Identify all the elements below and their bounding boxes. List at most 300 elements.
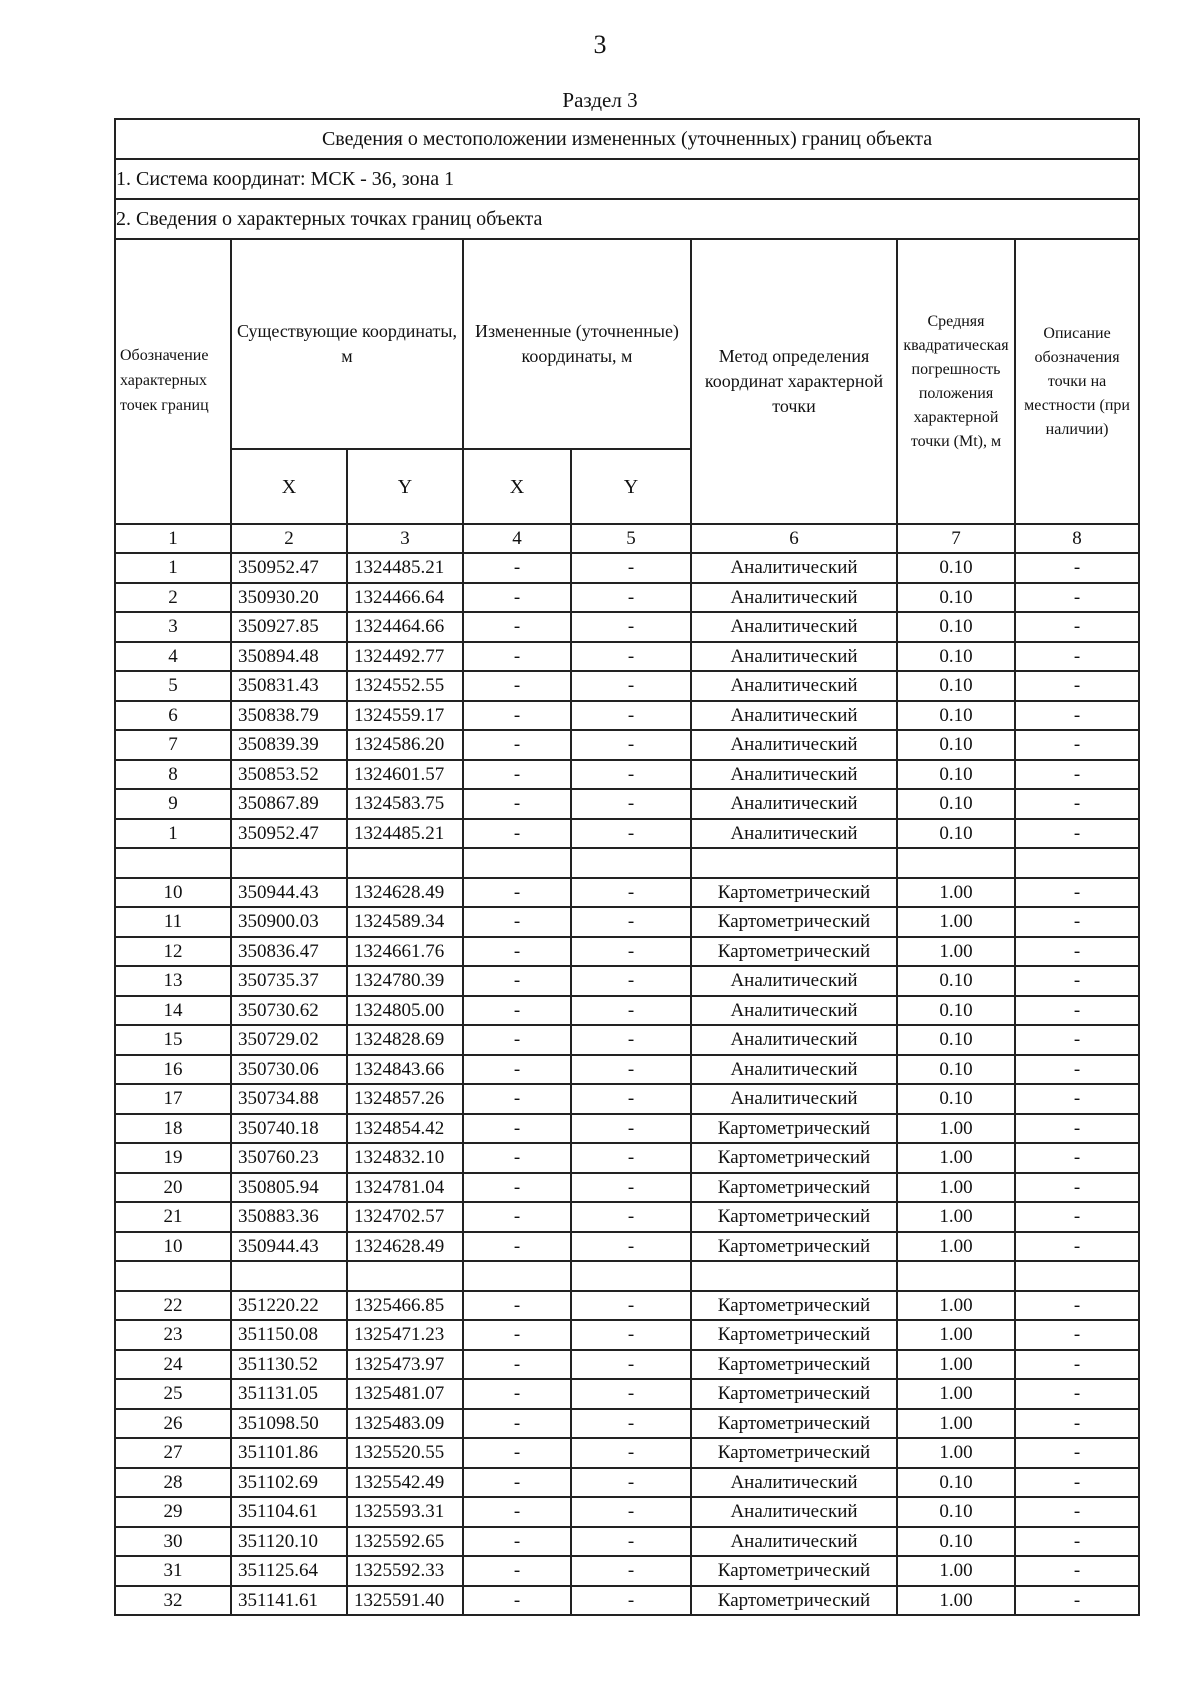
table-row (115, 1055, 1139, 1085)
existing-x: 350944.43 (231, 1232, 347, 1262)
table-row (115, 907, 1139, 937)
method: Картометрический (691, 1232, 897, 1262)
points-info: 2. Сведения о характерных точках границ объекта (115, 199, 1139, 239)
point-id: 11 (115, 907, 231, 937)
changed-y: - (571, 1084, 691, 1114)
description: - (1015, 1143, 1139, 1173)
empty-cell (347, 848, 463, 878)
method: Аналитический (691, 642, 897, 672)
table-row (115, 760, 1139, 790)
empty-cell (691, 848, 897, 878)
column-numbers-row (115, 524, 1139, 553)
point-id: 20 (115, 1173, 231, 1203)
point-id: 1 (115, 819, 231, 849)
existing-x: 351131.05 (231, 1379, 347, 1409)
table-row (115, 1438, 1139, 1468)
mean-error: 0.10 (897, 671, 1015, 701)
existing-x: 351101.86 (231, 1438, 347, 1468)
empty-cell (115, 848, 231, 878)
empty-cell (571, 848, 691, 878)
method: Картометрический (691, 1143, 897, 1173)
changed-x: - (463, 1143, 571, 1173)
description: - (1015, 1202, 1139, 1232)
changed-x: - (463, 701, 571, 731)
method: Картометрический (691, 1202, 897, 1232)
changed-y: - (571, 878, 691, 908)
empty-cell (691, 1261, 897, 1291)
point-id: 9 (115, 789, 231, 819)
point-id: 18 (115, 1114, 231, 1144)
description: - (1015, 1409, 1139, 1439)
empty-cell (115, 1261, 231, 1291)
description: - (1015, 1497, 1139, 1527)
column-number: 8 (1015, 524, 1139, 553)
point-id: 31 (115, 1556, 231, 1586)
description: - (1015, 1379, 1139, 1409)
changed-x: - (463, 1527, 571, 1557)
existing-y: 1325591.40 (347, 1586, 463, 1616)
existing-y: 1325481.07 (347, 1379, 463, 1409)
description: - (1015, 1291, 1139, 1321)
description: - (1015, 1320, 1139, 1350)
point-id: 4 (115, 642, 231, 672)
changed-y: - (571, 760, 691, 790)
changed-x: - (463, 937, 571, 967)
changed-x: - (463, 907, 571, 937)
changed-y: - (571, 966, 691, 996)
table-row (115, 878, 1139, 908)
changed-y: - (571, 1025, 691, 1055)
empty-cell (463, 1261, 571, 1291)
changed-y: - (571, 1114, 691, 1144)
header-method: Метод определения координат характерной точки (691, 239, 897, 524)
point-id: 23 (115, 1320, 231, 1350)
description: - (1015, 1438, 1139, 1468)
existing-x: 350894.48 (231, 642, 347, 672)
method: Аналитический (691, 671, 897, 701)
separator-row (115, 848, 1139, 878)
column-number: 3 (347, 524, 463, 553)
point-id: 24 (115, 1350, 231, 1380)
existing-x: 351141.61 (231, 1586, 347, 1616)
existing-x: 350760.23 (231, 1143, 347, 1173)
changed-y: - (571, 671, 691, 701)
table-row (115, 789, 1139, 819)
mean-error: 0.10 (897, 642, 1015, 672)
point-id: 19 (115, 1143, 231, 1173)
changed-y: - (571, 1379, 691, 1409)
existing-y: 1324832.10 (347, 1143, 463, 1173)
existing-x: 350734.88 (231, 1084, 347, 1114)
existing-x: 350831.43 (231, 671, 347, 701)
existing-x: 350730.06 (231, 1055, 347, 1085)
point-id: 13 (115, 966, 231, 996)
existing-y: 1324628.49 (347, 878, 463, 908)
column-number: 1 (115, 524, 231, 553)
table-row (115, 1586, 1139, 1616)
changed-x: - (463, 1055, 571, 1085)
method: Картометрический (691, 1350, 897, 1380)
table-row (115, 1084, 1139, 1114)
point-id: 15 (115, 1025, 231, 1055)
table-row (115, 583, 1139, 613)
header-existing: Существующие координаты, м (231, 239, 463, 449)
method: Картометрический (691, 1409, 897, 1439)
mean-error: 0.10 (897, 996, 1015, 1026)
empty-cell (571, 1261, 691, 1291)
method: Картометрический (691, 1114, 897, 1144)
method: Картометрический (691, 937, 897, 967)
changed-x: - (463, 789, 571, 819)
description: - (1015, 819, 1139, 849)
mean-error: 1.00 (897, 1114, 1015, 1144)
description: - (1015, 1527, 1139, 1557)
method: Аналитический (691, 1084, 897, 1114)
method: Аналитический (691, 1055, 897, 1085)
changed-y: - (571, 1586, 691, 1616)
existing-x: 351150.08 (231, 1320, 347, 1350)
description: - (1015, 1350, 1139, 1380)
mean-error: 0.10 (897, 1497, 1015, 1527)
column-number: 4 (463, 524, 571, 553)
changed-y: - (571, 1556, 691, 1586)
mean-error: 0.10 (897, 819, 1015, 849)
mean-error: 1.00 (897, 1202, 1015, 1232)
mean-error: 0.10 (897, 730, 1015, 760)
table-row (115, 1350, 1139, 1380)
mean-error: 0.10 (897, 1468, 1015, 1498)
method: Аналитический (691, 1025, 897, 1055)
header-designation: Обозначение характерных точек границ (115, 239, 231, 524)
existing-x: 350729.02 (231, 1025, 347, 1055)
header-changed: Измененные (уточненные) координаты, м (463, 239, 691, 449)
mean-error: 0.10 (897, 583, 1015, 613)
changed-x: - (463, 1202, 571, 1232)
existing-x: 350927.85 (231, 612, 347, 642)
point-id: 8 (115, 760, 231, 790)
existing-x: 350944.43 (231, 878, 347, 908)
coordinate-system: 1. Система координат: МСК - 36, зона 1 (115, 159, 1139, 199)
changed-x: - (463, 642, 571, 672)
changed-y: - (571, 907, 691, 937)
mean-error: 0.10 (897, 553, 1015, 583)
description: - (1015, 730, 1139, 760)
description: - (1015, 612, 1139, 642)
table-row (115, 1379, 1139, 1409)
point-id: 27 (115, 1438, 231, 1468)
header-existing-x: X (231, 449, 347, 524)
changed-x: - (463, 1556, 571, 1586)
changed-x: - (463, 760, 571, 790)
point-id: 22 (115, 1291, 231, 1321)
empty-cell (231, 848, 347, 878)
changed-x: - (463, 1497, 571, 1527)
existing-y: 1324466.64 (347, 583, 463, 613)
changed-x: - (463, 583, 571, 613)
method: Аналитический (691, 1527, 897, 1557)
changed-x: - (463, 1025, 571, 1055)
existing-x: 351102.69 (231, 1468, 347, 1498)
existing-y: 1324828.69 (347, 1025, 463, 1055)
method: Аналитический (691, 996, 897, 1026)
changed-y: - (571, 996, 691, 1026)
description: - (1015, 996, 1139, 1026)
changed-y: - (571, 819, 691, 849)
changed-y: - (571, 553, 691, 583)
changed-x: - (463, 878, 571, 908)
changed-x: - (463, 1320, 571, 1350)
description: - (1015, 1055, 1139, 1085)
mean-error: 0.10 (897, 1084, 1015, 1114)
existing-y: 1324843.66 (347, 1055, 463, 1085)
existing-y: 1325483.09 (347, 1409, 463, 1439)
table-row (115, 1232, 1139, 1262)
changed-y: - (571, 642, 691, 672)
existing-y: 1324583.75 (347, 789, 463, 819)
table-row (115, 612, 1139, 642)
description: - (1015, 1114, 1139, 1144)
method: Аналитический (691, 819, 897, 849)
existing-x: 350952.47 (231, 553, 347, 583)
existing-y: 1324586.20 (347, 730, 463, 760)
existing-y: 1324780.39 (347, 966, 463, 996)
changed-y: - (571, 1173, 691, 1203)
description: - (1015, 553, 1139, 583)
header-changed-x: X (463, 449, 571, 524)
changed-y: - (571, 789, 691, 819)
changed-x: - (463, 1114, 571, 1144)
table-row (115, 1320, 1139, 1350)
description: - (1015, 937, 1139, 967)
existing-y: 1325592.33 (347, 1556, 463, 1586)
description: - (1015, 583, 1139, 613)
changed-y: - (571, 1291, 691, 1321)
changed-y: - (571, 1143, 691, 1173)
mean-error: 1.00 (897, 1556, 1015, 1586)
description: - (1015, 1173, 1139, 1203)
header-description: Описание обозначения точки на местности (при наличии) (1015, 239, 1139, 524)
point-id: 5 (115, 671, 231, 701)
changed-y: - (571, 1320, 691, 1350)
existing-x: 350805.94 (231, 1173, 347, 1203)
method: Аналитический (691, 1497, 897, 1527)
section-label: Раздел 3 (562, 88, 638, 112)
mean-error: 0.10 (897, 1055, 1015, 1085)
existing-y: 1324854.42 (347, 1114, 463, 1144)
point-id: 10 (115, 1232, 231, 1262)
changed-y: - (571, 1497, 691, 1527)
description: - (1015, 642, 1139, 672)
point-id: 32 (115, 1586, 231, 1616)
description: - (1015, 1468, 1139, 1498)
table-row (115, 671, 1139, 701)
changed-x: - (463, 1438, 571, 1468)
existing-x: 350836.47 (231, 937, 347, 967)
existing-y: 1324857.26 (347, 1084, 463, 1114)
changed-x: - (463, 1586, 571, 1616)
table-title: Сведения о местоположении измененных (уточненных) границ объекта (115, 119, 1139, 159)
table-row (115, 1556, 1139, 1586)
existing-x: 351220.22 (231, 1291, 347, 1321)
mean-error: 1.00 (897, 1173, 1015, 1203)
empty-cell (897, 1261, 1015, 1291)
column-number: 6 (691, 524, 897, 553)
description: - (1015, 1084, 1139, 1114)
point-id: 21 (115, 1202, 231, 1232)
description: - (1015, 878, 1139, 908)
table-row (115, 1291, 1139, 1321)
table-row (115, 1468, 1139, 1498)
existing-y: 1325466.85 (347, 1291, 463, 1321)
table-row (115, 966, 1139, 996)
existing-y: 1325473.97 (347, 1350, 463, 1380)
method: Картометрический (691, 1173, 897, 1203)
method: Картометрический (691, 1586, 897, 1616)
empty-cell (231, 1261, 347, 1291)
existing-y: 1325593.31 (347, 1497, 463, 1527)
existing-x: 350740.18 (231, 1114, 347, 1144)
method: Картометрический (691, 1438, 897, 1468)
changed-y: - (571, 583, 691, 613)
existing-y: 1324805.00 (347, 996, 463, 1026)
mean-error: 1.00 (897, 1409, 1015, 1439)
changed-y: - (571, 1438, 691, 1468)
changed-x: - (463, 966, 571, 996)
mean-error: 0.10 (897, 789, 1015, 819)
description: - (1015, 1232, 1139, 1262)
mean-error: 0.10 (897, 966, 1015, 996)
mean-error: 1.00 (897, 1320, 1015, 1350)
point-id: 25 (115, 1379, 231, 1409)
empty-cell (1015, 848, 1139, 878)
table-row (115, 1173, 1139, 1203)
point-id: 17 (115, 1084, 231, 1114)
method: Картометрический (691, 907, 897, 937)
existing-x: 350735.37 (231, 966, 347, 996)
point-id: 1 (115, 553, 231, 583)
existing-y: 1324628.49 (347, 1232, 463, 1262)
column-number: 7 (897, 524, 1015, 553)
mean-error: 1.00 (897, 1232, 1015, 1262)
existing-y: 1324661.76 (347, 937, 463, 967)
empty-cell (347, 1261, 463, 1291)
column-number: 5 (571, 524, 691, 553)
mean-error: 1.00 (897, 1143, 1015, 1173)
changed-y: - (571, 1527, 691, 1557)
existing-x: 351120.10 (231, 1527, 347, 1557)
existing-x: 350930.20 (231, 583, 347, 613)
point-id: 29 (115, 1497, 231, 1527)
existing-y: 1324485.21 (347, 819, 463, 849)
point-id: 16 (115, 1055, 231, 1085)
existing-x: 351130.52 (231, 1350, 347, 1380)
changed-x: - (463, 553, 571, 583)
table-row (115, 553, 1139, 583)
page-number: 3 (593, 30, 607, 59)
method: Аналитический (691, 730, 897, 760)
method: Аналитический (691, 583, 897, 613)
point-id: 26 (115, 1409, 231, 1439)
mean-error: 0.10 (897, 1527, 1015, 1557)
changed-y: - (571, 612, 691, 642)
mean-error: 0.10 (897, 701, 1015, 731)
description: - (1015, 907, 1139, 937)
changed-x: - (463, 1291, 571, 1321)
table-row (115, 937, 1139, 967)
description: - (1015, 1556, 1139, 1586)
table-row (115, 1025, 1139, 1055)
point-id: 28 (115, 1468, 231, 1498)
existing-x: 350952.47 (231, 819, 347, 849)
description: - (1015, 671, 1139, 701)
table-row (115, 1497, 1139, 1527)
existing-y: 1324781.04 (347, 1173, 463, 1203)
table-row (115, 996, 1139, 1026)
changed-y: - (571, 1468, 691, 1498)
existing-y: 1325520.55 (347, 1438, 463, 1468)
point-id: 12 (115, 937, 231, 967)
existing-y: 1324492.77 (347, 642, 463, 672)
method: Аналитический (691, 789, 897, 819)
separator-row (115, 1261, 1139, 1291)
existing-x: 350900.03 (231, 907, 347, 937)
mean-error: 1.00 (897, 1350, 1015, 1380)
description: - (1015, 789, 1139, 819)
existing-x: 350853.52 (231, 760, 347, 790)
method: Аналитический (691, 612, 897, 642)
changed-y: - (571, 937, 691, 967)
table-row (115, 1114, 1139, 1144)
existing-y: 1325471.23 (347, 1320, 463, 1350)
header-error: Средняя квадратическая погрешность положения характерной точки (Mt), м (897, 239, 1015, 524)
changed-x: - (463, 730, 571, 760)
header-changed-y: Y (571, 449, 691, 524)
mean-error: 1.00 (897, 1438, 1015, 1468)
existing-x: 350883.36 (231, 1202, 347, 1232)
changed-x: - (463, 819, 571, 849)
description: - (1015, 1586, 1139, 1616)
table-row (115, 642, 1139, 672)
description: - (1015, 701, 1139, 731)
changed-y: - (571, 1232, 691, 1262)
method: Аналитический (691, 701, 897, 731)
method: Аналитический (691, 966, 897, 996)
changed-x: - (463, 612, 571, 642)
table-row (115, 701, 1139, 731)
existing-y: 1324464.66 (347, 612, 463, 642)
existing-x: 350839.39 (231, 730, 347, 760)
existing-y: 1324702.57 (347, 1202, 463, 1232)
existing-y: 1324485.21 (347, 553, 463, 583)
point-id: 3 (115, 612, 231, 642)
mean-error: 1.00 (897, 907, 1015, 937)
method: Аналитический (691, 1468, 897, 1498)
changed-y: - (571, 701, 691, 731)
changed-x: - (463, 1232, 571, 1262)
mean-error: 1.00 (897, 878, 1015, 908)
method: Картометрический (691, 1556, 897, 1586)
changed-x: - (463, 1379, 571, 1409)
existing-y: 1325542.49 (347, 1468, 463, 1498)
method: Аналитический (691, 760, 897, 790)
changed-y: - (571, 1202, 691, 1232)
existing-x: 351104.61 (231, 1497, 347, 1527)
mean-error: 1.00 (897, 1379, 1015, 1409)
changed-x: - (463, 1350, 571, 1380)
description: - (1015, 1025, 1139, 1055)
existing-y: 1324559.17 (347, 701, 463, 731)
table-row (115, 730, 1139, 760)
